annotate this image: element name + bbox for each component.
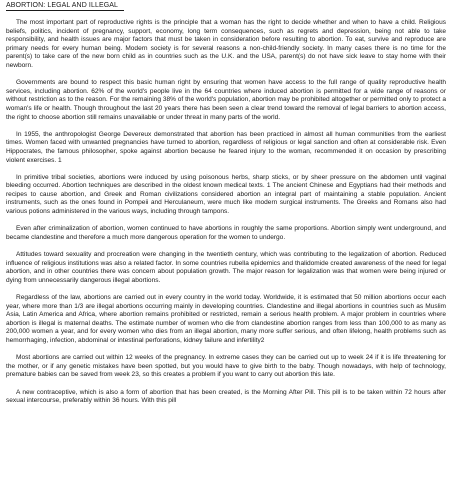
paragraph-attitudes: Attitudes toward sexuality and procreation were changing in the twentieth century, which was contributing to the legalization of abortion. Reduced influence of religious institutions was also a related factor. In some countries rubella epidemics and thalidomide created awareness of the need for legal abortion, and in other countries there was concern about population growth. The major reason for legalization was that women were being injured or dying from unnecessarily dangerous illegal abortions.: [6, 251, 446, 284]
title-underline: [6, 10, 124, 11]
paragraph-devereux-history: In 1955, the anthropologist George Devereux demonstrated that abortion has been practiced in almost all human communities from the earliest times. Women faced with unwanted pregnancies have turned to abortion, regardless of religious or legal sanction and often at considerable risk. Even Hippocrates, the famous philosopher, spoke against abortion because he feared injury to the woman, recommended it on occasion by prescribing violent exercises. 1: [6, 130, 446, 164]
paragraph-government-access: Governments are bound to respect this basic human right by ensuring that women have access to the full range of quality reproductive health services, including abortion. 62% of the world's people live in the 64 countries where induced abortion is permitted for a wide range of reasons or without restriction as to the reason. For the remaining 38% of the world's population, abortion may be prohibited altogether or permitted only to protect a woman's life or health. Though throughout the last 20 years there has been seen a clear trend toward the removal of legal barriers to abortion access, the right to choose abortion still remains unavailable or under threat in many parts of the world.: [6, 79, 446, 121]
paragraph-morning-after-pill: A new contraceptive, which is also a form of abortion that has been created, is the Morning After Pill. This pill is to be taken within 72 hours after sexual intercourse, preferably within 36 hours. With this pill: [6, 388, 446, 405]
paragraph-primitive-societies: In primitive tribal societies, abortions were induced by using poisonous herbs, sharp sticks, or by sheer pressure on the abdomen until vaginal bleeding occurred. Abortion techniques are described in the oldest known medical texts. 1 The ancient Chinese and Egyptians had their methods and recipes to cause abortion, and Greek and Roman civilizations considered abortion an integral part of maintaining a stable population. Ancient instruments, such as the ones found in Pompeii and Herculaneum, were much like modern surgical instruments. The Greeks and Romans also had various potions administered in the various ways, including through tampons.: [6, 173, 446, 216]
paragraph-reproductive-rights: The most important part of reproductive rights is the principle that a woman has the right to decide whether and when to have a child. Religious beliefs, politics, incident of pregnancy, support, economy, long term consequences, such as regrets and depression, being not able to take responsibility, and health issues are major factors that must be taken in consideration before resulting to abortion. To eat, survive and reproduce are primary needs for every human being. Modern society is for several reasons a non-child-friendly society. In many cases there is no time for the parent(s) to take care of the new born child as in countries such as the U.K. and the USA, parent(s) do not have sick leave to stay home with their newborn.: [6, 19, 446, 69]
document-body: [6, 19, 446, 406]
document-title: ABORTION: LEGAL AND ILLEGAL: [6, 2, 119, 9]
paragraph-criminalization: Even after criminalization of abortion, women continued to have abortions in roughly the same proportions. Abortion simply went underground, and became clandestine and therefore a much more dangerous operation for the women to undergo.: [6, 225, 446, 241]
paragraph-worldwide-statistics: Regardless of the law, abortions are carried out in every country in the world today. Worldwide, it is estimated that 50 million abortions occur each year, where more than 1/3 are illegal abortions occurring mainly in developing countries. Clandestine and illegal abortions in countries such as Muslim Asia, Latin America and Africa, where abortion remains prohibited or restricted, remain a serious health problem. A major problem in countries where abortion is illegal is maternal deaths. The estimate number of women who die from clandestine abortion ranges from less than 100,000 to as many as 200,000 women a year, and for every women who dies from an illegal abortion, many more suffer serious, and often lifelong, health problems such as hemorrhaging, infection, abdominal or intestinal perforations, kidney failure and infertility2: [6, 294, 446, 344]
paragraph-timing: Most abortions are carried out within 12 weeks of the pregnancy. In extreme cases they can be carried out up to week 24 if it is life threatening for the mother, or if any genetic mistakes have been spotted, but you would have to give birth to the baby. Though nowadays, with help of technology, premature babies can be saved from week 23, so this creates a problem if you want to carry out abortion this late.: [6, 354, 446, 379]
